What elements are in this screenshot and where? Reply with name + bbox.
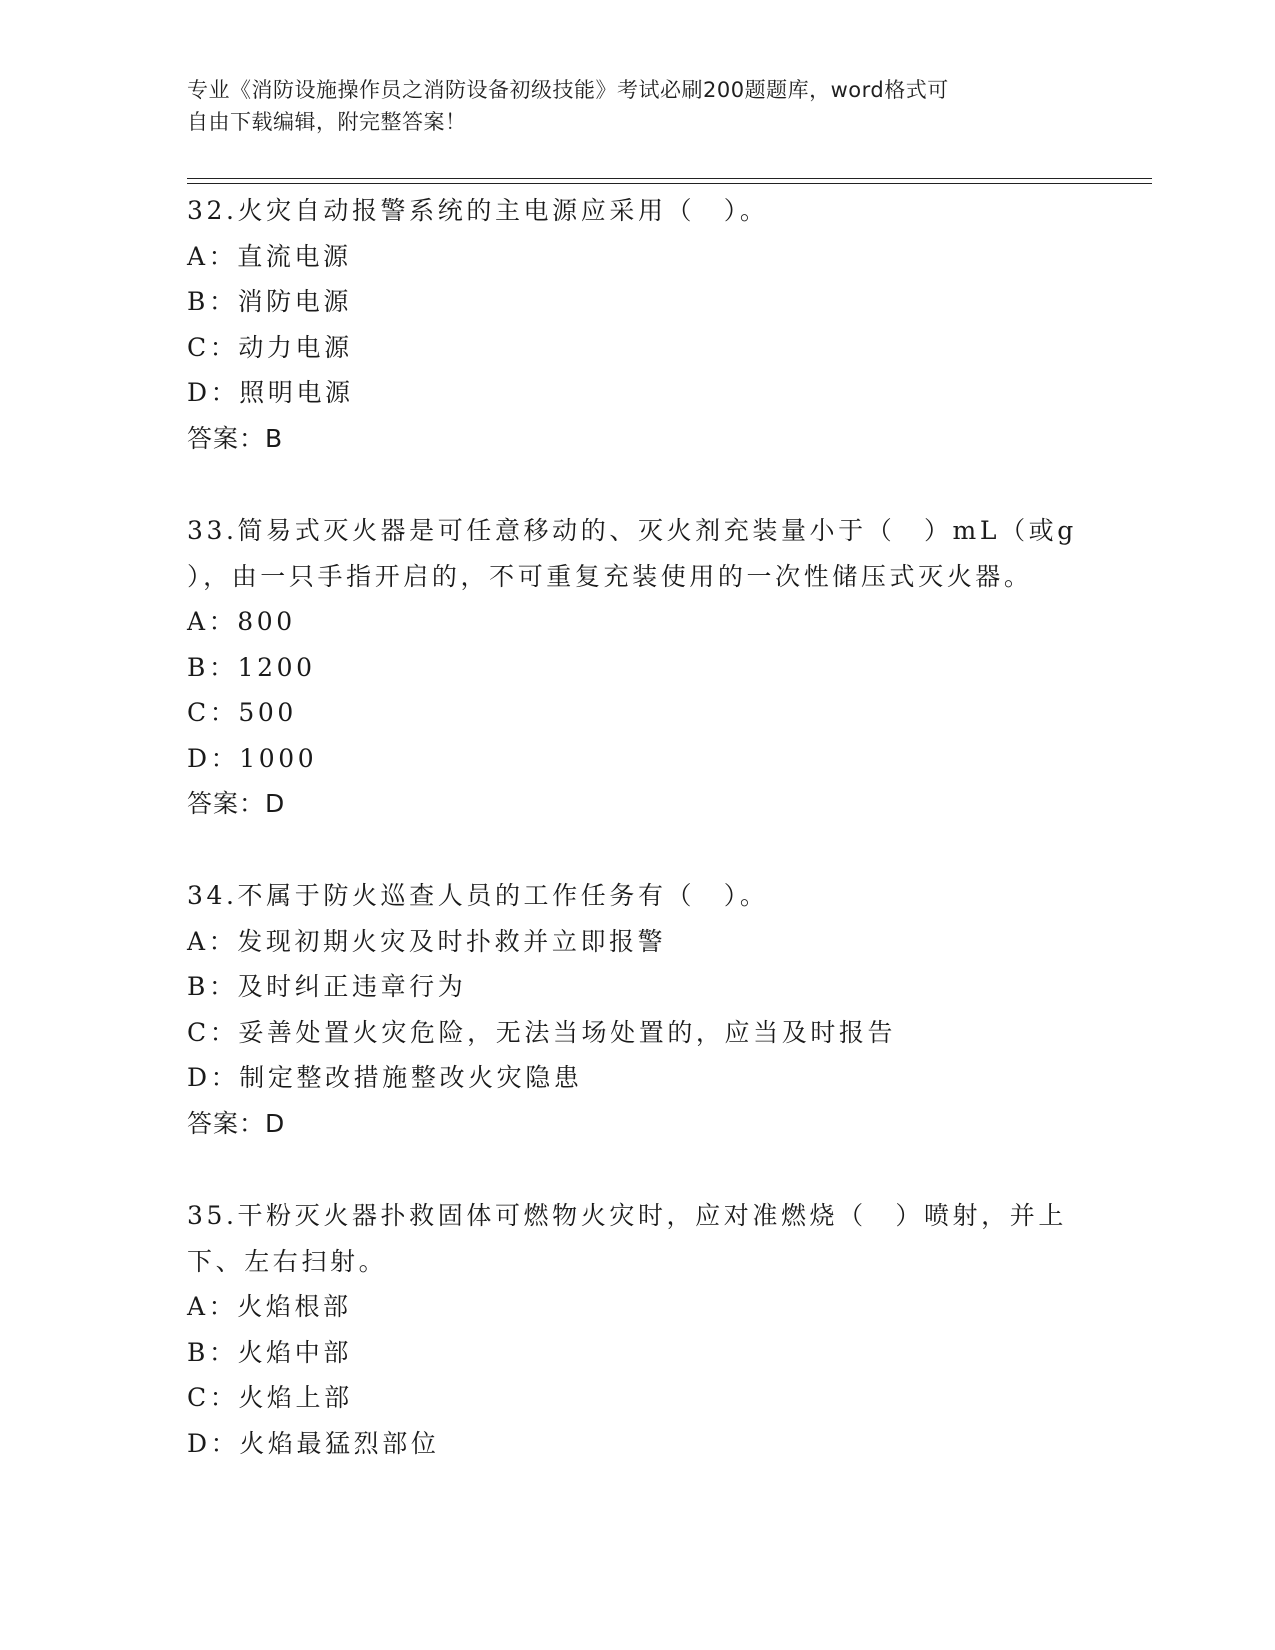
option-d: D：制定整改措施整改火灾隐患	[187, 1063, 583, 1092]
header-divider-bottom	[187, 183, 1152, 184]
document-header	[187, 74, 1067, 138]
question-32	[187, 188, 1087, 461]
option-c: C：妥善处置火灾危险，无法当场处置的，应当及时报告	[187, 1017, 897, 1047]
option-b: B：火焰中部	[187, 1337, 352, 1367]
option-a: A：发现初期火灾及时扑救并立即报警	[187, 926, 667, 956]
question-stem: 35.干粉灭火器扑救固体可燃物火灾时，应对准燃烧（ ）喷射，并上	[187, 1201, 1067, 1230]
question-stem-continued: 下、左右扫射。	[187, 1246, 388, 1276]
question-stem-continued: ），由一只手指开启的，不可重复充装使用的一次性储压式灭火器。	[187, 561, 1033, 591]
header-divider-top	[187, 178, 1152, 179]
answer-label: 答案：D	[187, 789, 286, 818]
option-a: A：800	[187, 607, 296, 636]
option-c: C：动力电源	[187, 332, 353, 362]
option-c: C：火焰上部	[187, 1383, 353, 1412]
option-d: D：火焰最猛烈部位	[187, 1428, 440, 1458]
option-b: B：1200	[187, 652, 316, 682]
header-line-1: 专业《消防设施操作员之消防设备初级技能》考试必刷200题题库，word格式可	[187, 78, 949, 102]
question-33	[187, 508, 1087, 827]
option-b: B：消防电源	[187, 287, 352, 316]
option-c: C：500	[187, 698, 297, 727]
question-stem: 34.不属于防火巡查人员的工作任务有（ ）。	[187, 881, 769, 910]
question-35	[187, 1193, 1087, 1466]
option-d: D：1000	[187, 743, 318, 773]
answer-label: 答案：B	[187, 423, 284, 453]
question-stem: 33.简易式灭火器是可任意移动的、灭火剂充装量小于（ ）mL（或g	[187, 516, 1077, 545]
header-line-2: 自由下载编辑，附完整答案！	[187, 110, 467, 134]
option-d: D：照明电源	[187, 378, 354, 407]
option-a: A：火焰根部	[187, 1292, 352, 1321]
option-a: A：直流电源	[187, 241, 352, 271]
question-stem: 32.火灾自动报警系统的主电源应采用（ ）。	[187, 196, 769, 225]
question-34	[187, 873, 1087, 1146]
answer-label: 答案：D	[187, 1108, 286, 1138]
option-b: B：及时纠正违章行为	[187, 972, 467, 1001]
